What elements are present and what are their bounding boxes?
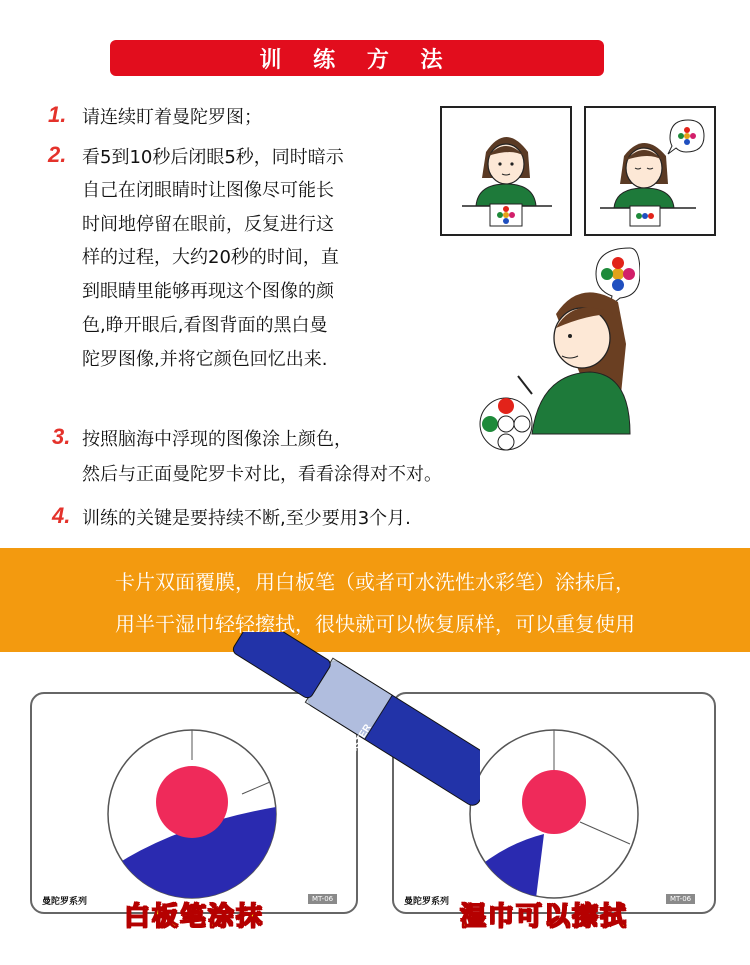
step-text: 自己在闭眼睛时让图像尽可能长	[82, 180, 334, 201]
card-code-badge: MT-06	[666, 894, 695, 904]
step-text: 色,睁开眼后,看图背面的黑白曼	[82, 315, 328, 336]
step-text: 按照脑海中浮现的图像涂上颜色，	[82, 429, 352, 450]
step-number: 1.	[48, 102, 67, 127]
step-text: 请连续盯着曼陀罗图；	[82, 107, 262, 128]
step-number: 4.	[52, 503, 71, 528]
step-text: 样的过程，大约20秒的时间，直	[82, 247, 339, 268]
caption-marker-coloring: 白板笔涂抹	[124, 902, 265, 932]
card-series-label: 曼陀罗系列	[42, 897, 88, 907]
step-text: 然后与正面曼陀罗卡对比，看看涂得对不对。	[82, 464, 442, 485]
step-text: 陀罗图像,并将它颜色回忆出来.	[82, 349, 328, 370]
marker-model: BOARD MASTER	[321, 722, 374, 798]
caption-wet-wipe: 湿巾可以擦拭	[460, 902, 629, 932]
step-number: 3.	[52, 424, 71, 449]
illustration-girl-coloring	[470, 244, 640, 464]
whiteboard-marker	[210, 632, 480, 852]
step-number: 2.	[48, 142, 67, 167]
marker-maker: PILOT	[326, 801, 344, 823]
illustration-girl-looking	[440, 106, 572, 236]
info-line-2: 用半干湿巾轻轻擦拭，很快就可以恢复原样，可以重复使用	[115, 612, 635, 636]
illustration-girl-eyes-closed	[584, 106, 716, 236]
title-banner	[110, 40, 604, 76]
marker-brand: V	[306, 797, 327, 816]
card-series-label: 曼陀罗系列	[404, 897, 450, 907]
step-text: 训练的关键是要持续不断,至少要用3个月.	[82, 508, 411, 529]
page-title: 训 练 方 法	[259, 47, 455, 73]
info-line-1: 卡片双面覆膜，用白板笔（或者可水洗性水彩笔）涂抹后，	[115, 570, 635, 594]
step-text: 看5到10秒后闭眼5秒，同时暗示	[82, 147, 344, 168]
step-text: 到眼睛里能够再现这个图像的颜	[82, 281, 334, 302]
step-text: 时间地停留在眼前，反复进行这	[82, 214, 334, 235]
card-code-badge: MT-06	[308, 894, 337, 904]
